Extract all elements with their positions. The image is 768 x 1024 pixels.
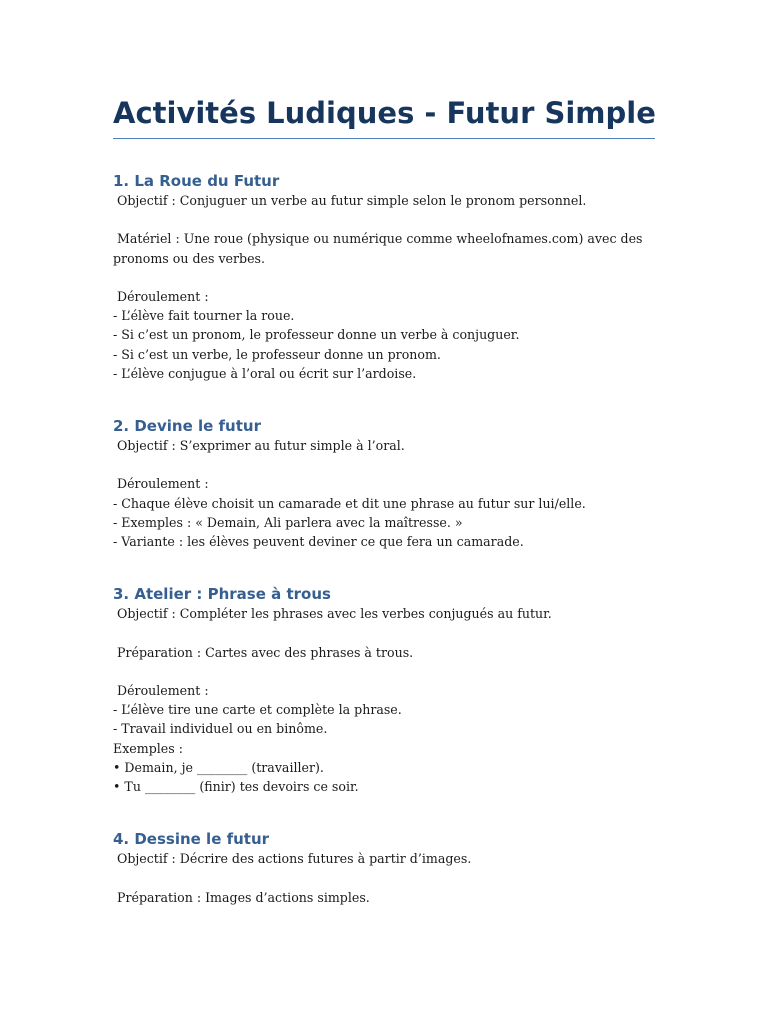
materiel-text-continued: pronoms ou des verbes. <box>113 250 266 266</box>
preparation-text: Préparation : Cartes avec des phrases à trous. <box>117 644 414 660</box>
deroulement-label: Déroulement : <box>117 682 209 698</box>
section-heading: 4. Dessine le futur <box>113 830 270 849</box>
step-item: - Si c’est un pronom, le professeur donne un verbe à conjuguer. <box>113 327 520 343</box>
objectif-text: Objectif : Conjuguer un verbe au futur simple selon le pronom personnel. <box>117 193 587 208</box>
step-item: - Chaque élève choisit un camarade et dit une phrase au futur sur lui/elle. <box>113 495 586 511</box>
section-heading: 1. La Roue du Futur <box>113 172 280 190</box>
objectif-text: Objectif : S’exprimer au futur simple à l’oral. <box>117 438 405 453</box>
step-item: - L’élève tire une carte et complète la phrase. <box>113 702 402 718</box>
spacer <box>113 210 655 229</box>
document-title: Activités Ludiques - Futur Simple <box>113 92 655 139</box>
objectif-text: Objectif : Décrire des actions futures à partir d’images. <box>117 851 472 867</box>
spacer <box>113 662 655 681</box>
materiel-text: Matériel : Une roue (physique ou numérique comme wheelofnames.com) avec des <box>117 231 643 247</box>
section-la-roue-du-futur <box>113 171 655 383</box>
exemple-item: • Tu ________ (finir) tes devoirs ce soir. <box>113 779 359 794</box>
spacer <box>113 868 655 887</box>
deroulement-label: Déroulement : <box>117 288 209 304</box>
step-item: - Variante : les élèves peuvent deviner ce que fera un camarade. <box>113 534 524 549</box>
step-item: - Exemples : « Demain, Ali parlera avec la maîtresse. » <box>113 514 463 530</box>
preparation-text: Préparation : Images d’actions simples. <box>117 889 370 905</box>
exemples-label: Exemples : <box>113 740 183 756</box>
step-item: - L’élève conjugue à l’oral ou écrit sur l’ardoise. <box>113 365 417 381</box>
objectif-text: Objectif : Compléter les phrases avec les verbes conjugués au futur. <box>117 606 552 622</box>
document-page <box>113 92 655 907</box>
section-heading: 3. Atelier : Phrase à trous <box>113 585 331 604</box>
spacer <box>113 268 655 287</box>
exemple-item: • Demain, je ________ (travailler). <box>113 759 324 775</box>
spacer <box>113 623 655 642</box>
section-heading: 2. Devine le futur <box>113 417 261 435</box>
section-devine-le-futur <box>113 416 655 551</box>
deroulement-label: Déroulement : <box>117 476 209 492</box>
step-item: - L’élève fait tourner la roue. <box>113 308 295 324</box>
spacer <box>113 455 655 474</box>
section-atelier-phrase-a-trous <box>113 584 655 796</box>
section-dessine-le-futur <box>113 829 655 907</box>
step-item: - Travail individuel ou en binôme. <box>113 721 328 737</box>
step-item: - Si c’est un verbe, le professeur donne un pronom. <box>113 346 441 362</box>
